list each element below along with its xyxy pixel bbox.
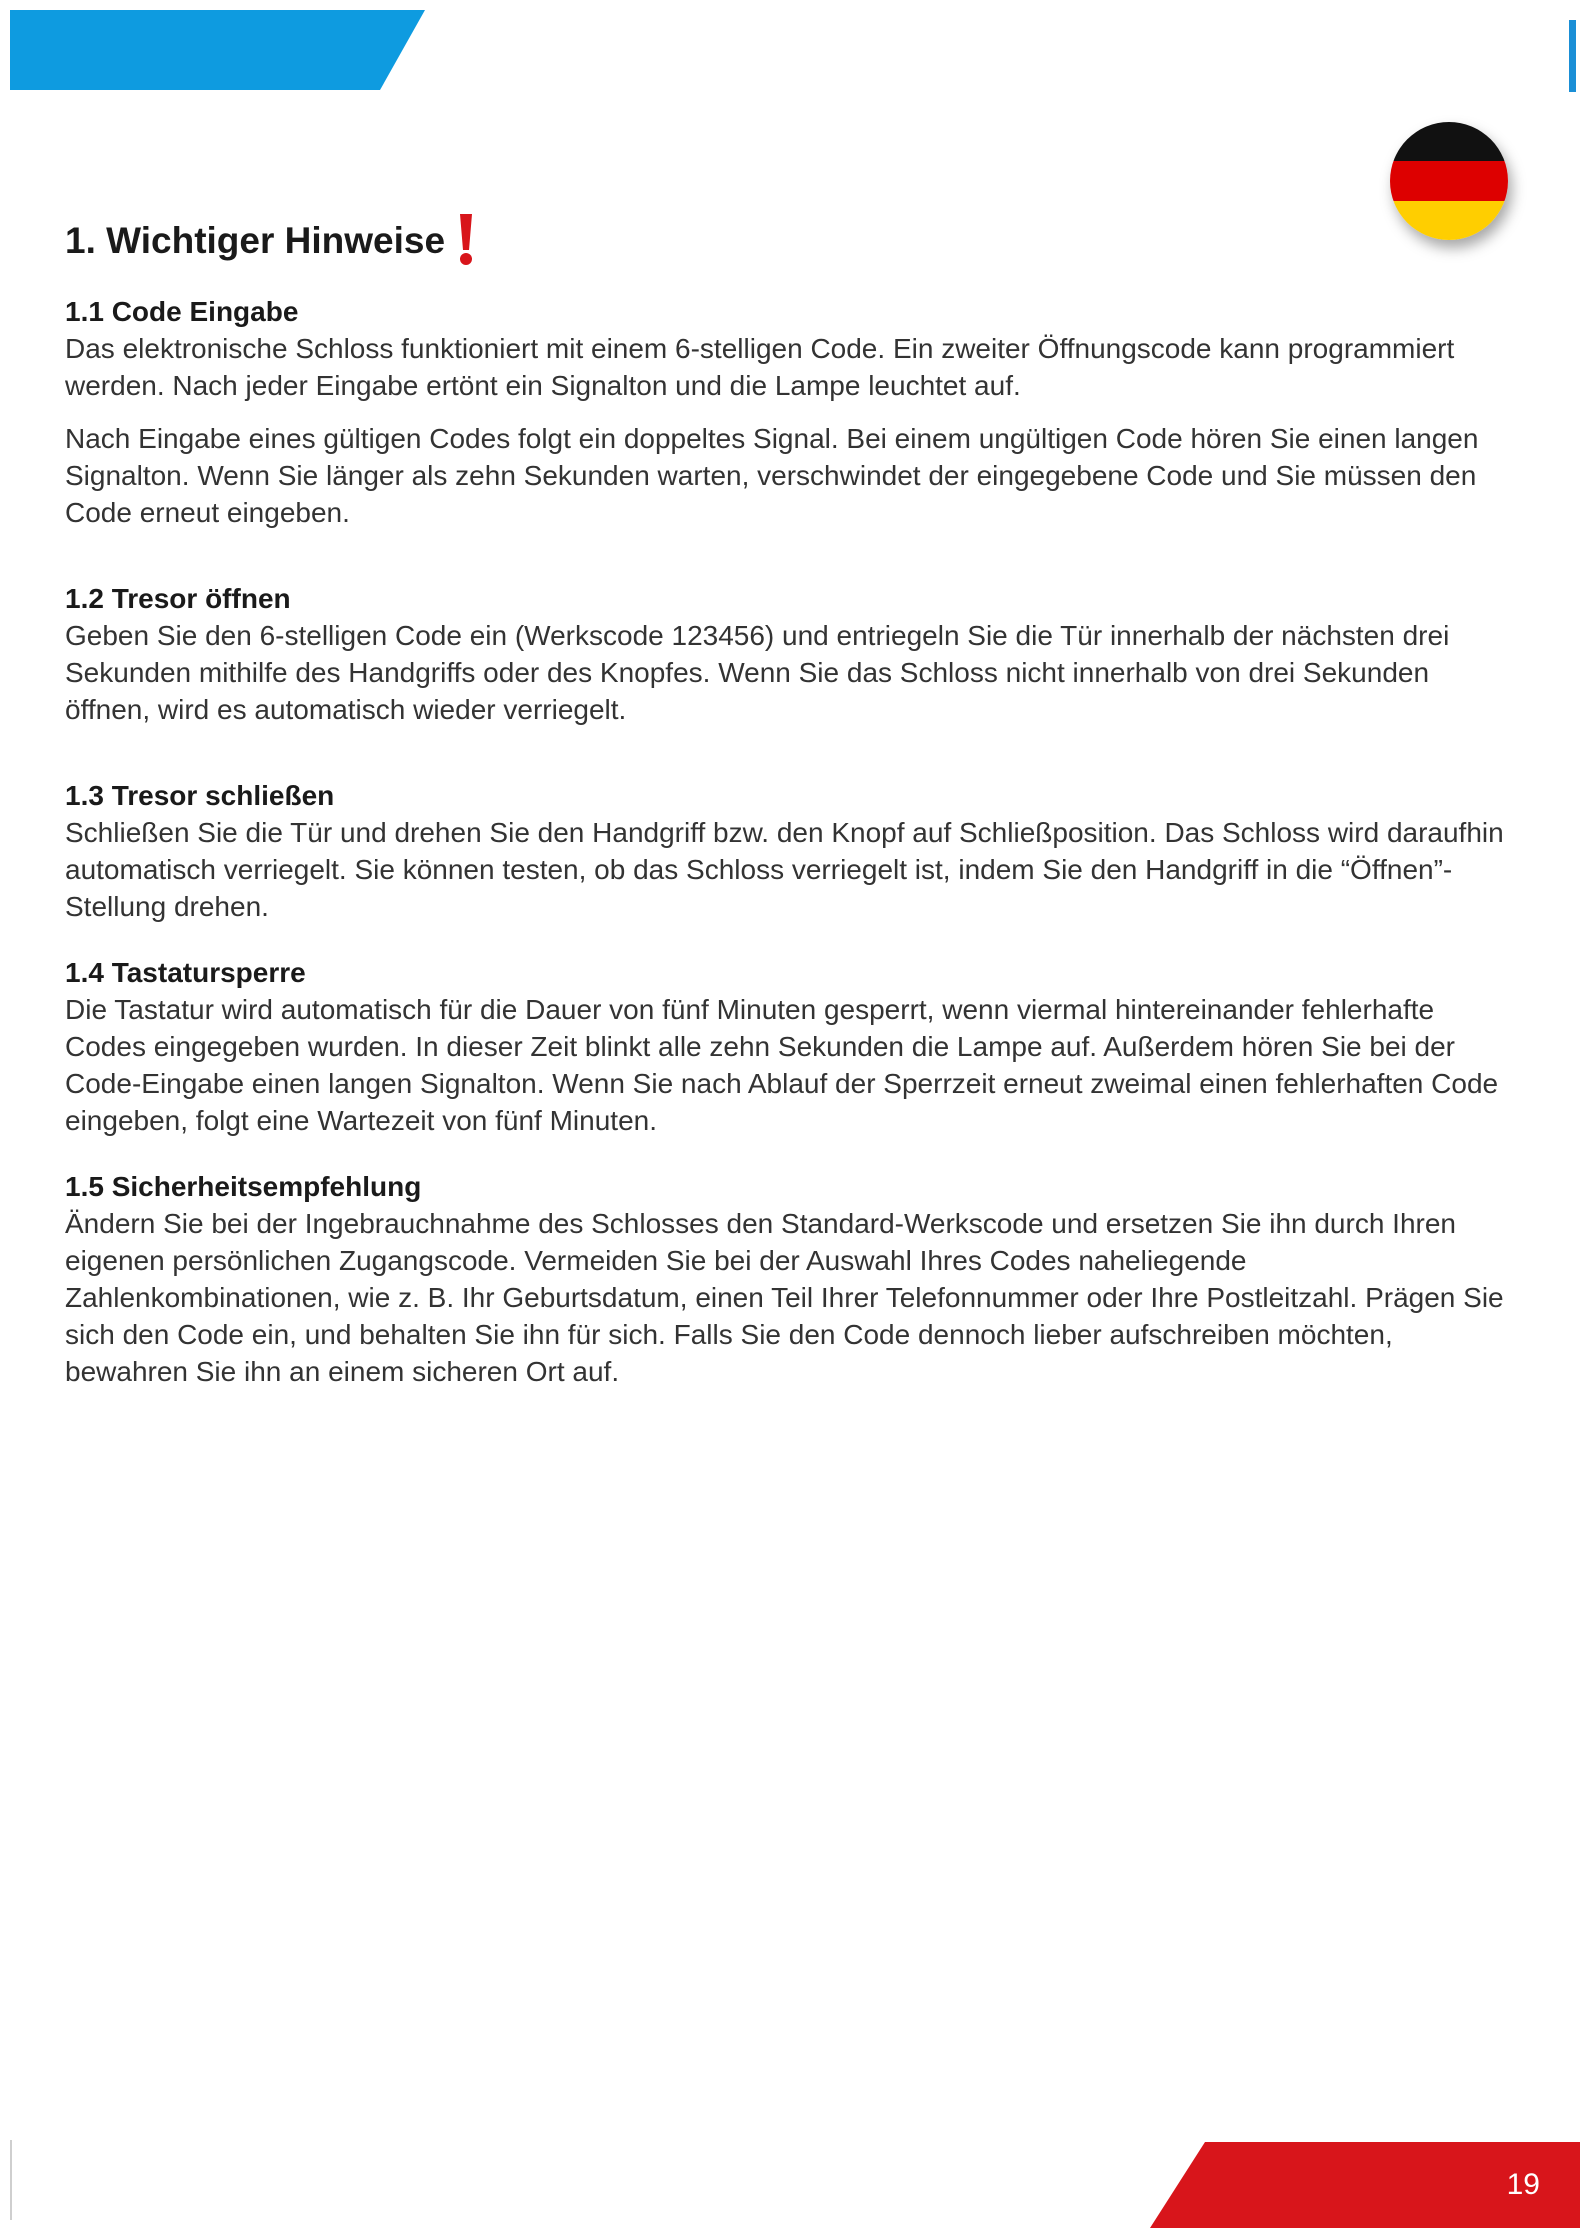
section-paragraph: Nach Eingabe eines gültigen Codes folgt ein doppeltes Signal. Bei einem ungültigen Code hören Sie einen langen Signalton. Wenn Sie länger als zehn Sekunden warten, verschwindet der eingegebene Code und Sie müssen den Code erneut eingeben. xyxy=(65,423,1479,528)
left-margin-line xyxy=(10,2140,12,2220)
document-body xyxy=(65,210,1505,1420)
page-number: 19 xyxy=(1506,2168,1540,2201)
right-edge-bar xyxy=(1569,20,1576,92)
section-paragraph: Schließen Sie die Tür und drehen Sie den Handgriff bzw. den Knopf auf Schließposition. Das Schloss wird daraufhin automatisch verriegelt. Sie können testen, ob das Schloss verriegelt ist, indem Sie den Handgriff in die “Öffnen”-Stellung drehen. xyxy=(65,817,1504,922)
section-heading: 1.5 Sicherheitsempfehlung xyxy=(65,1171,422,1202)
section-code-eingabe xyxy=(65,294,1505,531)
section-tresor-schliessen xyxy=(65,778,1505,925)
section-heading: 1.2 Tresor öffnen xyxy=(65,583,291,614)
section-tresor-oeffnen xyxy=(65,581,1505,728)
section-tastatursperre xyxy=(65,955,1505,1139)
top-banner-shape xyxy=(10,10,425,90)
exclamation-icon xyxy=(457,214,475,266)
section-paragraph: Geben Sie den 6-stelligen Code ein (Werkscode 123456) und entriegeln Sie die Tür innerhalb der nächsten drei Sekunden mithilfe des Handgriffs oder des Knopfes. Wenn Sie das Schloss nicht innerhalb von drei Sekunden öffnen, wird es automatisch wieder verriegelt. xyxy=(65,620,1450,725)
section-sicherheitsempfehlung xyxy=(65,1169,1505,1390)
page-title xyxy=(65,210,1505,262)
section-heading: 1.1 Code Eingabe xyxy=(65,296,299,327)
section-paragraph: Die Tastatur wird automatisch für die Dauer von fünf Minuten gesperrt, wenn viermal hintereinander fehlerhafte Codes eingegeben wurden. In dieser Zeit blinkt alle zehn Sekunden die Lampe auf. Außerdem hören Sie bei der Code-Eingabe einen langen Signalton. Wenn Sie nach Ablauf der Sperrzeit erneut zweimal einen fehlerhaften Code eingeben, folgt eine Wartezeit von fünf Minuten. xyxy=(65,994,1499,1136)
section-paragraph: Ändern Sie bei der Ingebrauchnahme des Schlosses den Standard-Werkscode und ersetzen Sie ihn durch Ihren eigenen persönlichen Zugangscode. Vermeiden Sie bei der Auswahl Ihres Codes naheliegende Zahlenkombinationen, wie z. B. Ihr Geburtsdatum, einen Teil Ihrer Telefonnummer oder Ihre Postleitzahl. Prägen Sie sich den Code ein, und behalten Sie ihn für sich. Falls Sie den Code dennoch lieber aufschreiben möchten, bewahren Sie ihn an einem sicheren Ort auf. xyxy=(65,1208,1504,1387)
section-paragraph: Das elektronische Schloss funktioniert mit einem 6-stelligen Code. Ein zweiter Öffnungscode kann programmiert werden. Nach jeder Eingabe ertönt ein Signalton und die Lampe leuchtet auf. xyxy=(65,333,1455,401)
section-heading: 1.3 Tresor schließen xyxy=(65,780,335,811)
section-heading: 1.4 Tastatursperre xyxy=(65,957,306,988)
page-title-text: 1. Wichtiger Hinweise xyxy=(65,220,446,261)
